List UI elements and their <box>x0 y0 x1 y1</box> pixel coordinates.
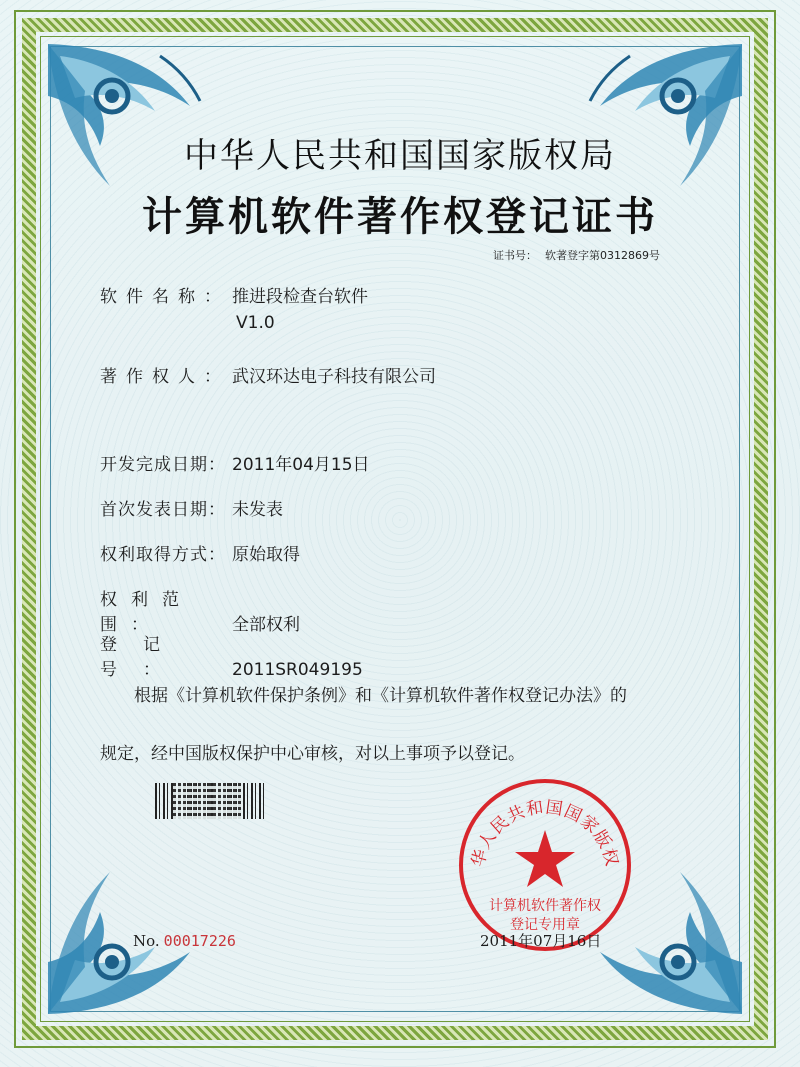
certificate-number <box>485 247 660 263</box>
acquisition-value: 原始取得 <box>232 545 300 565</box>
acquisition-label: 权利取得方式： <box>100 545 226 565</box>
seal-line-2: 登记专用章 <box>510 917 580 933</box>
statement-line-1: 根据《计算机软件保护条例》和《计算机软件著作权登记办法》的 <box>134 686 627 706</box>
issue-date: 2011年07月16日 <box>480 932 602 950</box>
scope-label: 权利范围： <box>100 590 193 635</box>
official-seal <box>455 775 635 955</box>
certificate-title: 计算机软件著作权登记证书 <box>142 194 658 240</box>
registration-label: 登记号： <box>100 635 186 680</box>
statement-line-2: 规定，经中国版权保护中心审核，对以上事项予以登记。 <box>100 744 525 764</box>
serial-value: 00017226 <box>163 932 236 950</box>
serial-number <box>133 932 236 950</box>
owner-value: 武汉环达电子科技有限公司 <box>232 367 436 387</box>
software-version-value: V1.0 <box>236 313 275 333</box>
field-scope <box>100 585 300 635</box>
serial-label: No. <box>133 932 160 950</box>
seal-star-icon <box>515 830 575 887</box>
corner-ornament-top-right <box>580 36 750 206</box>
field-first-publish <box>100 495 283 520</box>
registration-value: 2011SR049195 <box>232 660 363 680</box>
first-publish-label: 首次发表日期： <box>100 500 226 520</box>
completion-date-value: 2011年04月15日 <box>232 455 370 475</box>
field-acquisition <box>100 540 300 565</box>
corner-ornament-top-left <box>40 36 210 206</box>
first-publish-value: 未发表 <box>232 500 283 520</box>
scope-value: 全部权利 <box>232 615 300 635</box>
owner-label: 著作权人： <box>100 367 230 387</box>
completion-date-label: 开发完成日期： <box>100 455 226 475</box>
field-software-name <box>100 282 368 333</box>
software-name-value: 推进段检查台软件 <box>232 287 368 307</box>
field-completion-date <box>100 450 370 475</box>
certificate-number-value: 软著登字第0312869号 <box>545 249 660 262</box>
seal-arc-text: 华人民共和国国家版权 <box>468 797 622 869</box>
field-owner <box>100 362 436 387</box>
certificate-number-label: 证书号： <box>493 249 537 262</box>
registration-statement <box>100 667 720 783</box>
software-name-label: 软件名称： <box>100 287 230 307</box>
barcode-pattern <box>173 783 243 819</box>
issuer-heading: 中华人民共和国国家版权局 <box>184 136 616 176</box>
seal-line-1: 计算机软件著作权 <box>489 898 601 914</box>
